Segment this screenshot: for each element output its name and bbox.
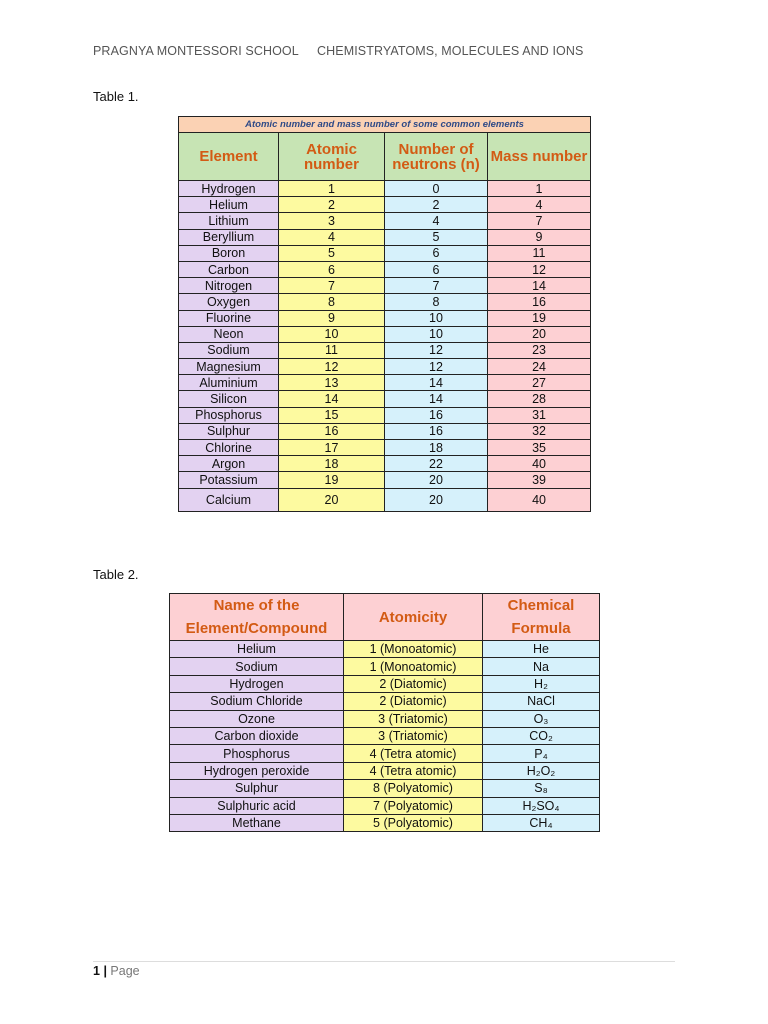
- table1-cell-mass-number: 7: [488, 213, 591, 229]
- table1-cell-mass-number: 27: [488, 375, 591, 391]
- table2-cell-name: Hydrogen: [170, 675, 344, 692]
- table1-cell-neutrons: 16: [385, 407, 488, 423]
- table1-cell-atomic-number: 4: [279, 229, 385, 245]
- table1-header-neutrons: Number of neutrons (n): [385, 133, 488, 181]
- table1-cell-atomic-number: 1: [279, 181, 385, 197]
- table2-cell-atomicity: 7 (Polyatomic): [344, 797, 483, 814]
- table-row: [170, 710, 600, 727]
- table2-cell-atomicity: 1 (Monoatomic): [344, 641, 483, 658]
- table1-cell-element: Carbon: [179, 261, 279, 277]
- table2-caption: Table 2.: [93, 567, 139, 582]
- table1-caption: Table 1.: [93, 89, 139, 104]
- table1-cell-mass-number: 12: [488, 261, 591, 277]
- table1-cell-neutrons: 6: [385, 245, 488, 261]
- table2-cell-atomicity: 8 (Polyatomic): [344, 780, 483, 797]
- table-row: [179, 359, 591, 375]
- table1-cell-element: Lithium: [179, 213, 279, 229]
- table1-cell-mass-number: 24: [488, 359, 591, 375]
- table1-cell-atomic-number: 8: [279, 294, 385, 310]
- table1-cell-neutrons: 0: [385, 181, 488, 197]
- table2-cell-name: Sulphuric acid: [170, 797, 344, 814]
- table1: [178, 116, 591, 512]
- table2-cell-atomicity: 4 (Tetra atomic): [344, 762, 483, 779]
- table1-cell-neutrons: 2: [385, 197, 488, 213]
- table-row: [179, 375, 591, 391]
- table2-cell-name: Ozone: [170, 710, 344, 727]
- table1-cell-element: Magnesium: [179, 359, 279, 375]
- table-row: [179, 278, 591, 294]
- table-row: [170, 693, 600, 710]
- table2-cell-name: Hydrogen peroxide: [170, 762, 344, 779]
- table2-cell-formula: NaCl: [483, 693, 600, 710]
- footer-divider: [93, 961, 675, 962]
- table1-cell-mass-number: 20: [488, 326, 591, 342]
- table-row: [179, 342, 591, 358]
- page-number: 1: [93, 964, 100, 978]
- table1-cell-atomic-number: 17: [279, 440, 385, 456]
- table-row: [179, 245, 591, 261]
- table1-cell-element: Argon: [179, 456, 279, 472]
- table1-cell-atomic-number: 6: [279, 261, 385, 277]
- table1-header-element: Element: [179, 133, 279, 181]
- table-row: [170, 675, 600, 692]
- table1-cell-atomic-number: 7: [279, 278, 385, 294]
- table1-cell-neutrons: 5: [385, 229, 488, 245]
- table-row: [170, 658, 600, 675]
- table2-cell-atomicity: 3 (Triatomic): [344, 727, 483, 744]
- table1-cell-atomic-number: 18: [279, 456, 385, 472]
- table1-cell-neutrons: 14: [385, 391, 488, 407]
- table2-cell-name: Sodium: [170, 658, 344, 675]
- table1-cell-neutrons: 8: [385, 294, 488, 310]
- table1-cell-element: Beryllium: [179, 229, 279, 245]
- table1-cell-element: Silicon: [179, 391, 279, 407]
- table1-cell-neutrons: 12: [385, 359, 488, 375]
- table1-cell-atomic-number: 9: [279, 310, 385, 326]
- table-row: [179, 197, 591, 213]
- table1-cell-element: Helium: [179, 197, 279, 213]
- table-row: [170, 797, 600, 814]
- table2-cell-name: Helium: [170, 641, 344, 658]
- table-row: [179, 326, 591, 342]
- table1-cell-atomic-number: 20: [279, 488, 385, 511]
- table1-cell-atomic-number: 3: [279, 213, 385, 229]
- table-row: [179, 181, 591, 197]
- table-row: [179, 440, 591, 456]
- table2-cell-formula: S₈: [483, 780, 600, 797]
- table2-cell-atomicity: 1 (Monoatomic): [344, 658, 483, 675]
- table-row: [170, 762, 600, 779]
- table1-cell-atomic-number: 11: [279, 342, 385, 358]
- table1-cell-neutrons: 16: [385, 423, 488, 439]
- table2-cell-atomicity: 4 (Tetra atomic): [344, 745, 483, 762]
- table1-cell-element: Sulphur: [179, 423, 279, 439]
- table2-cell-name: Methane: [170, 814, 344, 831]
- table1-cell-atomic-number: 5: [279, 245, 385, 261]
- table1-cell-mass-number: 11: [488, 245, 591, 261]
- table1-cell-mass-number: 23: [488, 342, 591, 358]
- table2-cell-name: Sulphur: [170, 780, 344, 797]
- table1-cell-atomic-number: 12: [279, 359, 385, 375]
- table2-cell-atomicity: 3 (Triatomic): [344, 710, 483, 727]
- table1-cell-element: Potassium: [179, 472, 279, 488]
- table1-cell-neutrons: 6: [385, 261, 488, 277]
- table1-cell-element: Oxygen: [179, 294, 279, 310]
- table-row: [179, 310, 591, 326]
- page-footer: [93, 964, 140, 978]
- table-row: [179, 294, 591, 310]
- table1-cell-element: Chlorine: [179, 440, 279, 456]
- table1-cell-element: Aluminium: [179, 375, 279, 391]
- table1-cell-mass-number: 35: [488, 440, 591, 456]
- table2: [169, 593, 600, 832]
- table2-cell-formula: O₃: [483, 710, 600, 727]
- table1-cell-element: Hydrogen: [179, 181, 279, 197]
- table-row: [179, 488, 591, 511]
- table1-cell-mass-number: 4: [488, 197, 591, 213]
- table2-cell-atomicity: 2 (Diatomic): [344, 693, 483, 710]
- page-label: Page: [110, 964, 140, 978]
- table2-cell-formula: Na: [483, 658, 600, 675]
- table-row: [170, 780, 600, 797]
- table1-cell-mass-number: 40: [488, 456, 591, 472]
- table1-cell-neutrons: 12: [385, 342, 488, 358]
- table1-cell-neutrons: 20: [385, 472, 488, 488]
- table1-cell-atomic-number: 14: [279, 391, 385, 407]
- table1-cell-atomic-number: 16: [279, 423, 385, 439]
- table-row: [179, 213, 591, 229]
- table2-cell-formula: H₂SO₄: [483, 797, 600, 814]
- table2-cell-name: Carbon dioxide: [170, 727, 344, 744]
- table2-cell-formula: CH₄: [483, 814, 600, 831]
- table2-cell-name: Sodium Chloride: [170, 693, 344, 710]
- table1-header-atomic-number: Atomic number: [279, 133, 385, 181]
- table1-cell-neutrons: 18: [385, 440, 488, 456]
- table1-cell-mass-number: 40: [488, 488, 591, 511]
- table1-cell-element: Boron: [179, 245, 279, 261]
- table2-cell-atomicity: 2 (Diatomic): [344, 675, 483, 692]
- table1-cell-mass-number: 31: [488, 407, 591, 423]
- table1-cell-neutrons: 10: [385, 310, 488, 326]
- table1-cell-mass-number: 14: [488, 278, 591, 294]
- table-row: [179, 229, 591, 245]
- table2-cell-formula: P₄: [483, 745, 600, 762]
- table-row: [179, 391, 591, 407]
- table2-cell-atomicity: 5 (Polyatomic): [344, 814, 483, 831]
- table2-cell-formula: H₂: [483, 675, 600, 692]
- table2-cell-formula: He: [483, 641, 600, 658]
- table1-cell-element: Neon: [179, 326, 279, 342]
- table1-cell-mass-number: 19: [488, 310, 591, 326]
- table1-cell-atomic-number: 19: [279, 472, 385, 488]
- table1-cell-mass-number: 39: [488, 472, 591, 488]
- table-row: [170, 727, 600, 744]
- table-row: [179, 423, 591, 439]
- table1-cell-element: Fluorine: [179, 310, 279, 326]
- table1-cell-mass-number: 9: [488, 229, 591, 245]
- table1-title: Atomic number and mass number of some common elements: [179, 117, 591, 133]
- table-row: [170, 814, 600, 831]
- table1-cell-mass-number: 32: [488, 423, 591, 439]
- table-row: [179, 261, 591, 277]
- footer-separator: |: [103, 964, 107, 978]
- table1-cell-mass-number: 28: [488, 391, 591, 407]
- table2-header-atomicity: Atomicity: [344, 594, 483, 641]
- table-row: [170, 745, 600, 762]
- table1-cell-mass-number: 1: [488, 181, 591, 197]
- table2-header-formula: Chemical Formula: [483, 594, 600, 641]
- table1-cell-mass-number: 16: [488, 294, 591, 310]
- table2-cell-formula: H₂O₂: [483, 762, 600, 779]
- table1-cell-atomic-number: 13: [279, 375, 385, 391]
- table1-cell-atomic-number: 15: [279, 407, 385, 423]
- table-row: [170, 641, 600, 658]
- header-school: PRAGNYA MONTESSORI SCHOOL: [93, 44, 299, 58]
- table-row: [179, 472, 591, 488]
- table2-cell-name: Phosphorus: [170, 745, 344, 762]
- table1-cell-atomic-number: 2: [279, 197, 385, 213]
- table1-cell-neutrons: 20: [385, 488, 488, 511]
- table1-cell-neutrons: 22: [385, 456, 488, 472]
- table2-cell-formula: CO₂: [483, 727, 600, 744]
- table1-cell-neutrons: 14: [385, 375, 488, 391]
- table-row: [179, 456, 591, 472]
- table1-cell-element: Calcium: [179, 488, 279, 511]
- table1-cell-element: Nitrogen: [179, 278, 279, 294]
- table1-cell-neutrons: 4: [385, 213, 488, 229]
- table1-cell-neutrons: 10: [385, 326, 488, 342]
- table1-header-mass-number: Mass number: [488, 133, 591, 181]
- table-row: [179, 407, 591, 423]
- table1-cell-atomic-number: 10: [279, 326, 385, 342]
- table1-cell-element: Sodium: [179, 342, 279, 358]
- header-subject: CHEMISTRYATOMS, MOLECULES AND IONS: [317, 44, 584, 58]
- table1-cell-element: Phosphorus: [179, 407, 279, 423]
- table2-header-name: Name of the Element/Compound: [170, 594, 344, 641]
- table1-cell-neutrons: 7: [385, 278, 488, 294]
